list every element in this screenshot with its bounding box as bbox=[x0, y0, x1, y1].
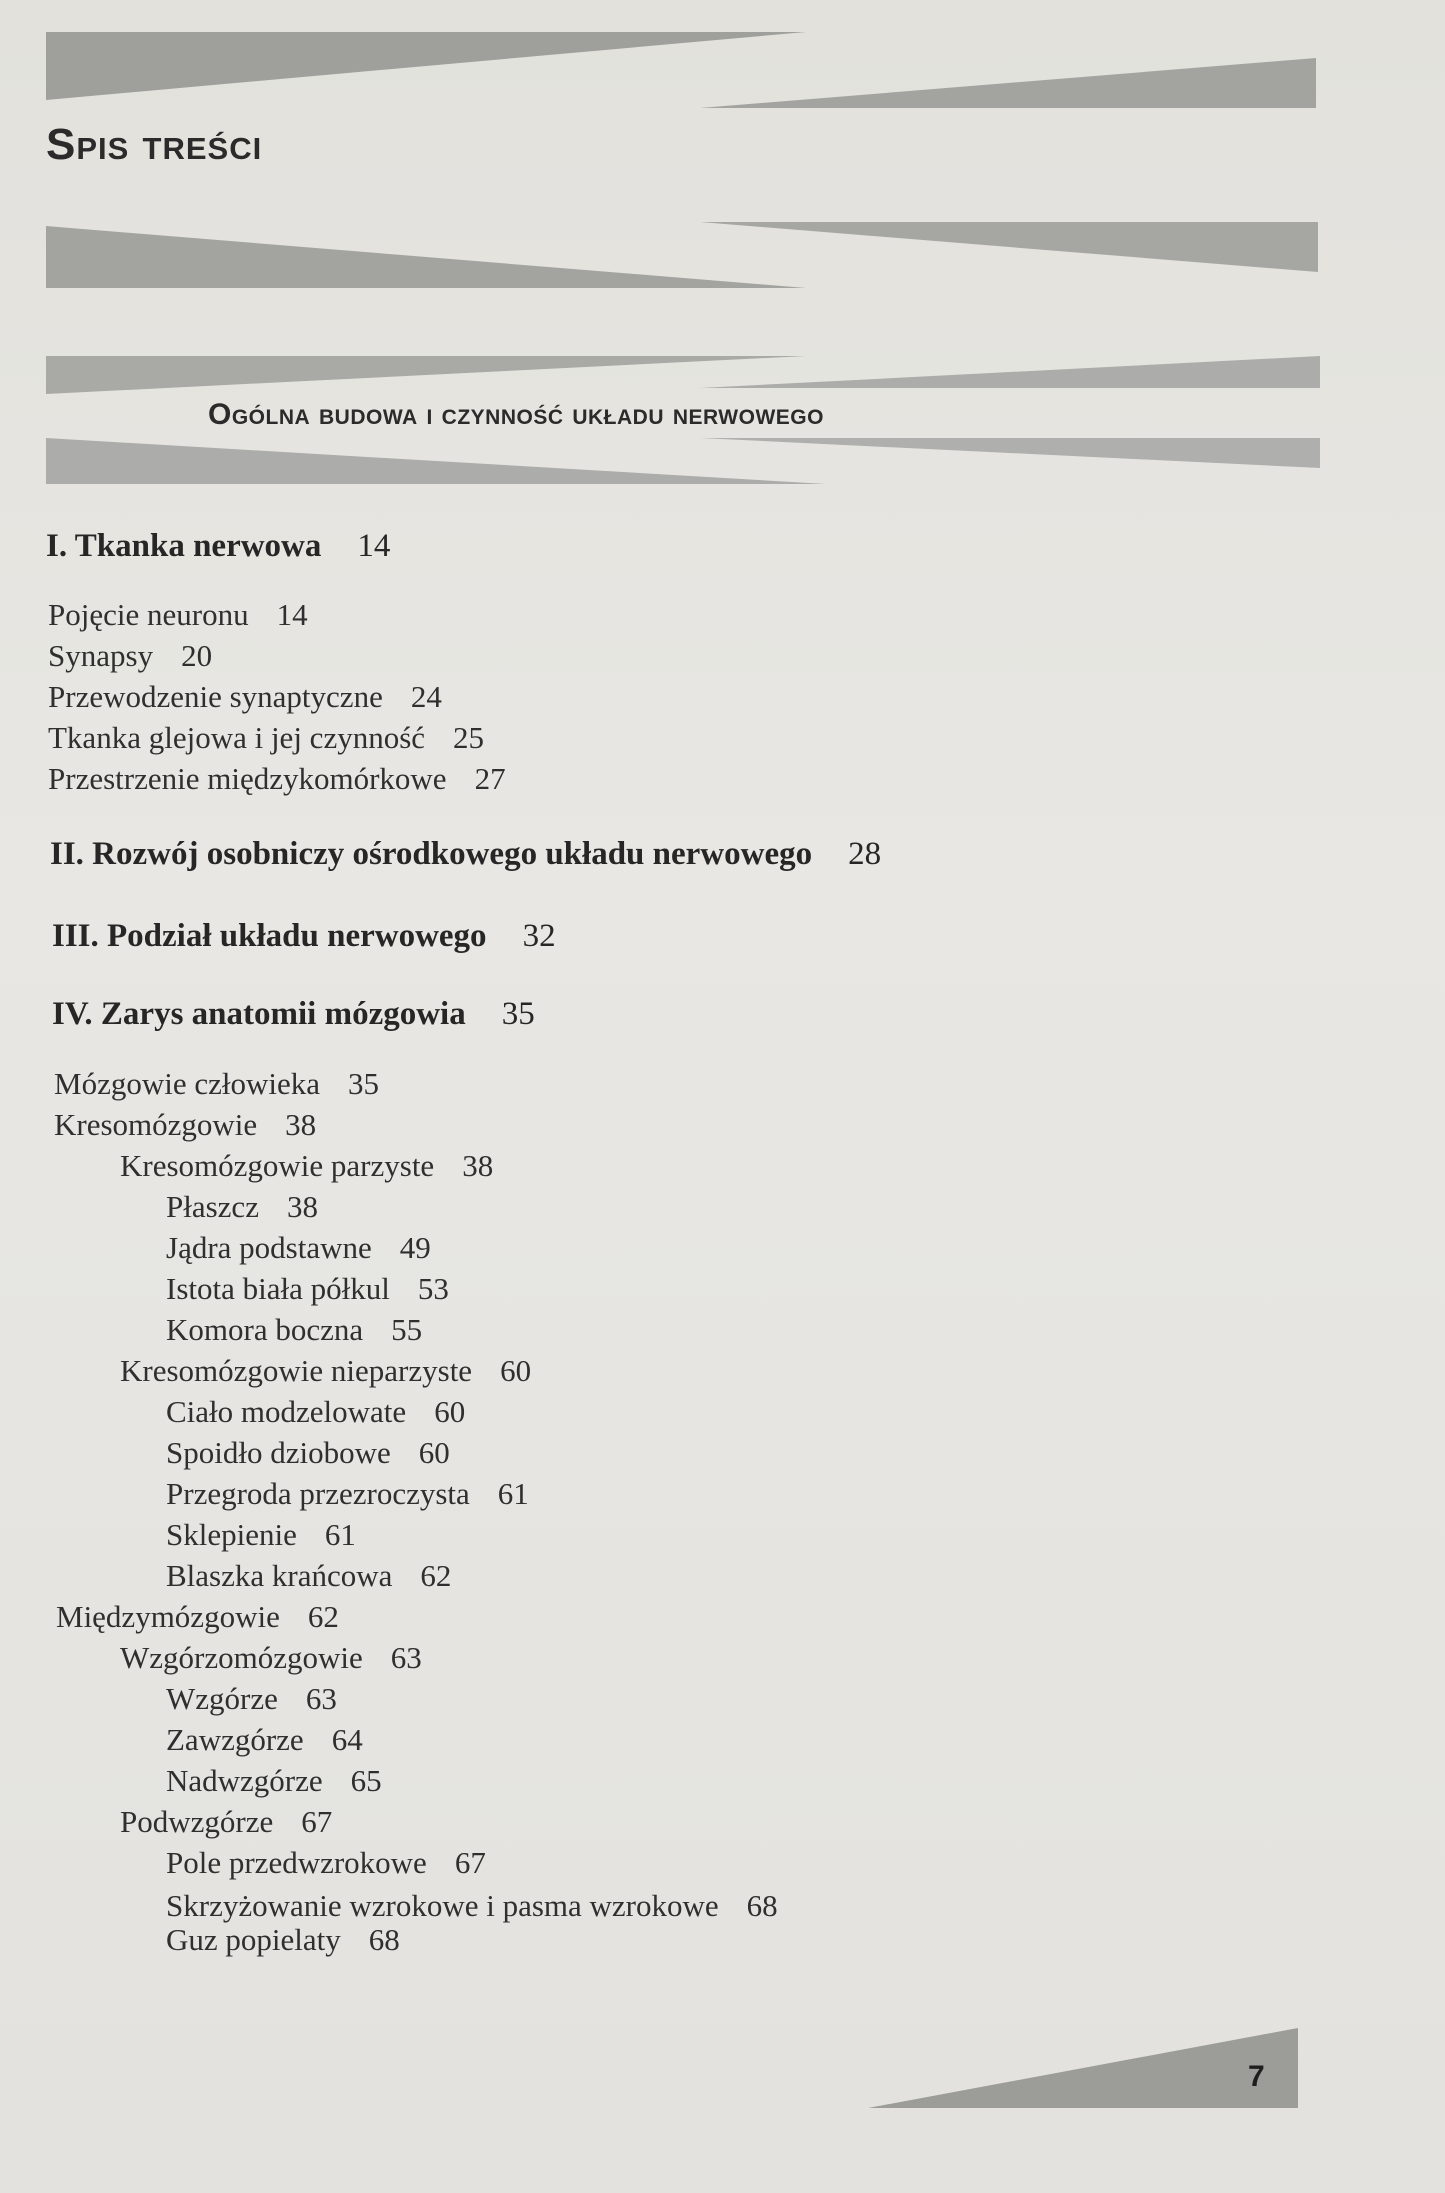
toc-label: Pole przedwzrokowe bbox=[166, 1845, 427, 1880]
toc-entry bbox=[166, 1435, 450, 1471]
toc-label: Kresomózgowie parzyste bbox=[120, 1148, 435, 1183]
toc-label: II. Rozwój osobniczy ośrodkowego układu nerwowego bbox=[50, 836, 813, 872]
toc-label: Skrzyżowanie wzrokowe i pasma wzrokowe bbox=[166, 1888, 719, 1923]
toc-entry bbox=[54, 1066, 379, 1102]
toc-entry bbox=[48, 720, 484, 756]
toc-entry bbox=[48, 597, 308, 633]
toc-page-number: 38 bbox=[462, 1148, 494, 1183]
decorative-wedge bbox=[700, 438, 1320, 468]
toc-label: Blaszka krańcowa bbox=[166, 1558, 393, 1593]
toc-page-number: 35 bbox=[347, 1066, 379, 1101]
decorative-wedge bbox=[700, 356, 1320, 388]
toc-page-number: 67 bbox=[454, 1845, 486, 1880]
toc-entry bbox=[166, 1517, 356, 1553]
toc-page-number: 38 bbox=[286, 1189, 318, 1224]
toc-page-number: 62 bbox=[420, 1558, 452, 1593]
toc-entry bbox=[120, 1804, 332, 1840]
page-number: 7 bbox=[1248, 2060, 1265, 2093]
page-number-wedge bbox=[868, 2028, 1298, 2108]
toc-entry bbox=[166, 1394, 465, 1430]
toc-entry bbox=[48, 638, 212, 674]
section-title: Ogólna budowa i czynność układu nerwowego bbox=[208, 398, 824, 431]
toc-entry bbox=[166, 1558, 451, 1594]
toc-page-number: 55 bbox=[391, 1312, 423, 1347]
toc-page-number: 49 bbox=[399, 1230, 431, 1265]
toc-page-number: 60 bbox=[500, 1353, 532, 1388]
toc-entry bbox=[166, 1189, 318, 1225]
toc-page-number: 68 bbox=[368, 1922, 400, 1957]
toc-label: Zawzgórze bbox=[166, 1722, 304, 1757]
decorative-wedge bbox=[46, 32, 806, 100]
toc-label: Synapsy bbox=[48, 638, 154, 673]
toc-page-number: 25 bbox=[453, 720, 485, 755]
toc-page-number: 38 bbox=[285, 1107, 317, 1142]
toc-label: Istota biała półkul bbox=[166, 1271, 390, 1306]
toc-page-number: 24 bbox=[410, 679, 442, 714]
toc-page-number: 63 bbox=[305, 1681, 337, 1716]
toc-page-number: 61 bbox=[324, 1517, 356, 1552]
toc-label: Wzgórze bbox=[166, 1681, 278, 1716]
toc-page-number: 14 bbox=[357, 528, 391, 564]
toc-page-number: 35 bbox=[501, 996, 535, 1032]
toc-label: Przestrzenie międzykomórkowe bbox=[48, 761, 447, 796]
toc-label: Mózgowie człowieka bbox=[54, 1066, 320, 1101]
toc-label: Przegroda przezroczysta bbox=[166, 1476, 470, 1511]
toc-page-number: 28 bbox=[848, 836, 882, 872]
toc-label: Podwzgórze bbox=[120, 1804, 274, 1839]
toc-page-number: 65 bbox=[350, 1763, 382, 1798]
toc-entry bbox=[166, 1271, 449, 1307]
toc-entry bbox=[56, 1599, 339, 1635]
decorative-wedge bbox=[700, 222, 1318, 272]
decorative-wedge bbox=[46, 356, 806, 394]
toc-page-number: 20 bbox=[181, 638, 213, 673]
decorative-wedge bbox=[46, 226, 806, 288]
toc-page-number: 27 bbox=[474, 761, 506, 796]
toc-entry bbox=[166, 1230, 431, 1266]
toc-chapter bbox=[52, 918, 556, 955]
toc-page-number: 60 bbox=[418, 1435, 450, 1470]
toc-entry bbox=[54, 1107, 316, 1143]
toc-page-number: 14 bbox=[276, 597, 308, 632]
toc-label: Pojęcie neuronu bbox=[48, 597, 249, 632]
toc-label: Jądra podstawne bbox=[166, 1230, 372, 1265]
page-title: Spis treści bbox=[46, 120, 263, 169]
toc-label: Komora boczna bbox=[166, 1312, 364, 1347]
toc-entry bbox=[48, 679, 442, 715]
toc-label: Płaszcz bbox=[166, 1189, 259, 1224]
toc-label: Spoidło dziobowe bbox=[166, 1435, 391, 1470]
toc-page-number: 61 bbox=[497, 1476, 529, 1511]
toc-label: Nadwzgórze bbox=[166, 1763, 323, 1798]
toc-entry bbox=[166, 1681, 337, 1717]
toc-entry bbox=[48, 761, 506, 797]
toc-page-number: 64 bbox=[331, 1722, 363, 1757]
toc-chapter bbox=[46, 528, 390, 565]
toc-entry bbox=[120, 1640, 422, 1676]
toc-entry bbox=[166, 1888, 778, 1924]
toc-chapter bbox=[50, 836, 881, 873]
toc-page-number: 67 bbox=[301, 1804, 333, 1839]
toc-label: Przewodzenie synaptyczne bbox=[48, 679, 383, 714]
toc-entry bbox=[166, 1722, 363, 1758]
decorative-wedge bbox=[700, 58, 1316, 108]
toc-label: III. Podział układu nerwowego bbox=[52, 918, 487, 954]
toc-entry bbox=[166, 1763, 382, 1799]
toc-label: Ciało modzelowate bbox=[166, 1394, 407, 1429]
toc-page-number: 63 bbox=[390, 1640, 422, 1675]
toc-entry bbox=[166, 1312, 422, 1348]
toc-page-number: 68 bbox=[746, 1888, 778, 1923]
toc-label: Tkanka glejowa i jej czynność bbox=[48, 720, 426, 755]
toc-label: I. Tkanka nerwowa bbox=[46, 528, 322, 564]
toc-page-number: 32 bbox=[522, 918, 556, 954]
toc-entry bbox=[120, 1148, 493, 1184]
toc-label: Wzgórzomózgowie bbox=[120, 1640, 363, 1675]
toc-label: IV. Zarys anatomii mózgowia bbox=[52, 996, 466, 1032]
toc-label: Guz popielaty bbox=[166, 1922, 341, 1957]
toc-label: Kresomózgowie bbox=[54, 1107, 258, 1142]
toc-entry bbox=[120, 1353, 531, 1389]
toc-chapter bbox=[52, 996, 535, 1033]
toc-entry bbox=[166, 1476, 529, 1512]
toc-page-number: 60 bbox=[434, 1394, 466, 1429]
decorative-wedge bbox=[46, 438, 826, 484]
toc-entry bbox=[166, 1922, 400, 1958]
toc-entry bbox=[166, 1845, 486, 1881]
toc-label: Międzymózgowie bbox=[56, 1599, 280, 1634]
toc-label: Kresomózgowie nieparzyste bbox=[120, 1353, 473, 1388]
toc-page-number: 53 bbox=[417, 1271, 449, 1306]
toc-page-number: 62 bbox=[307, 1599, 339, 1634]
toc-label: Sklepienie bbox=[166, 1517, 297, 1552]
